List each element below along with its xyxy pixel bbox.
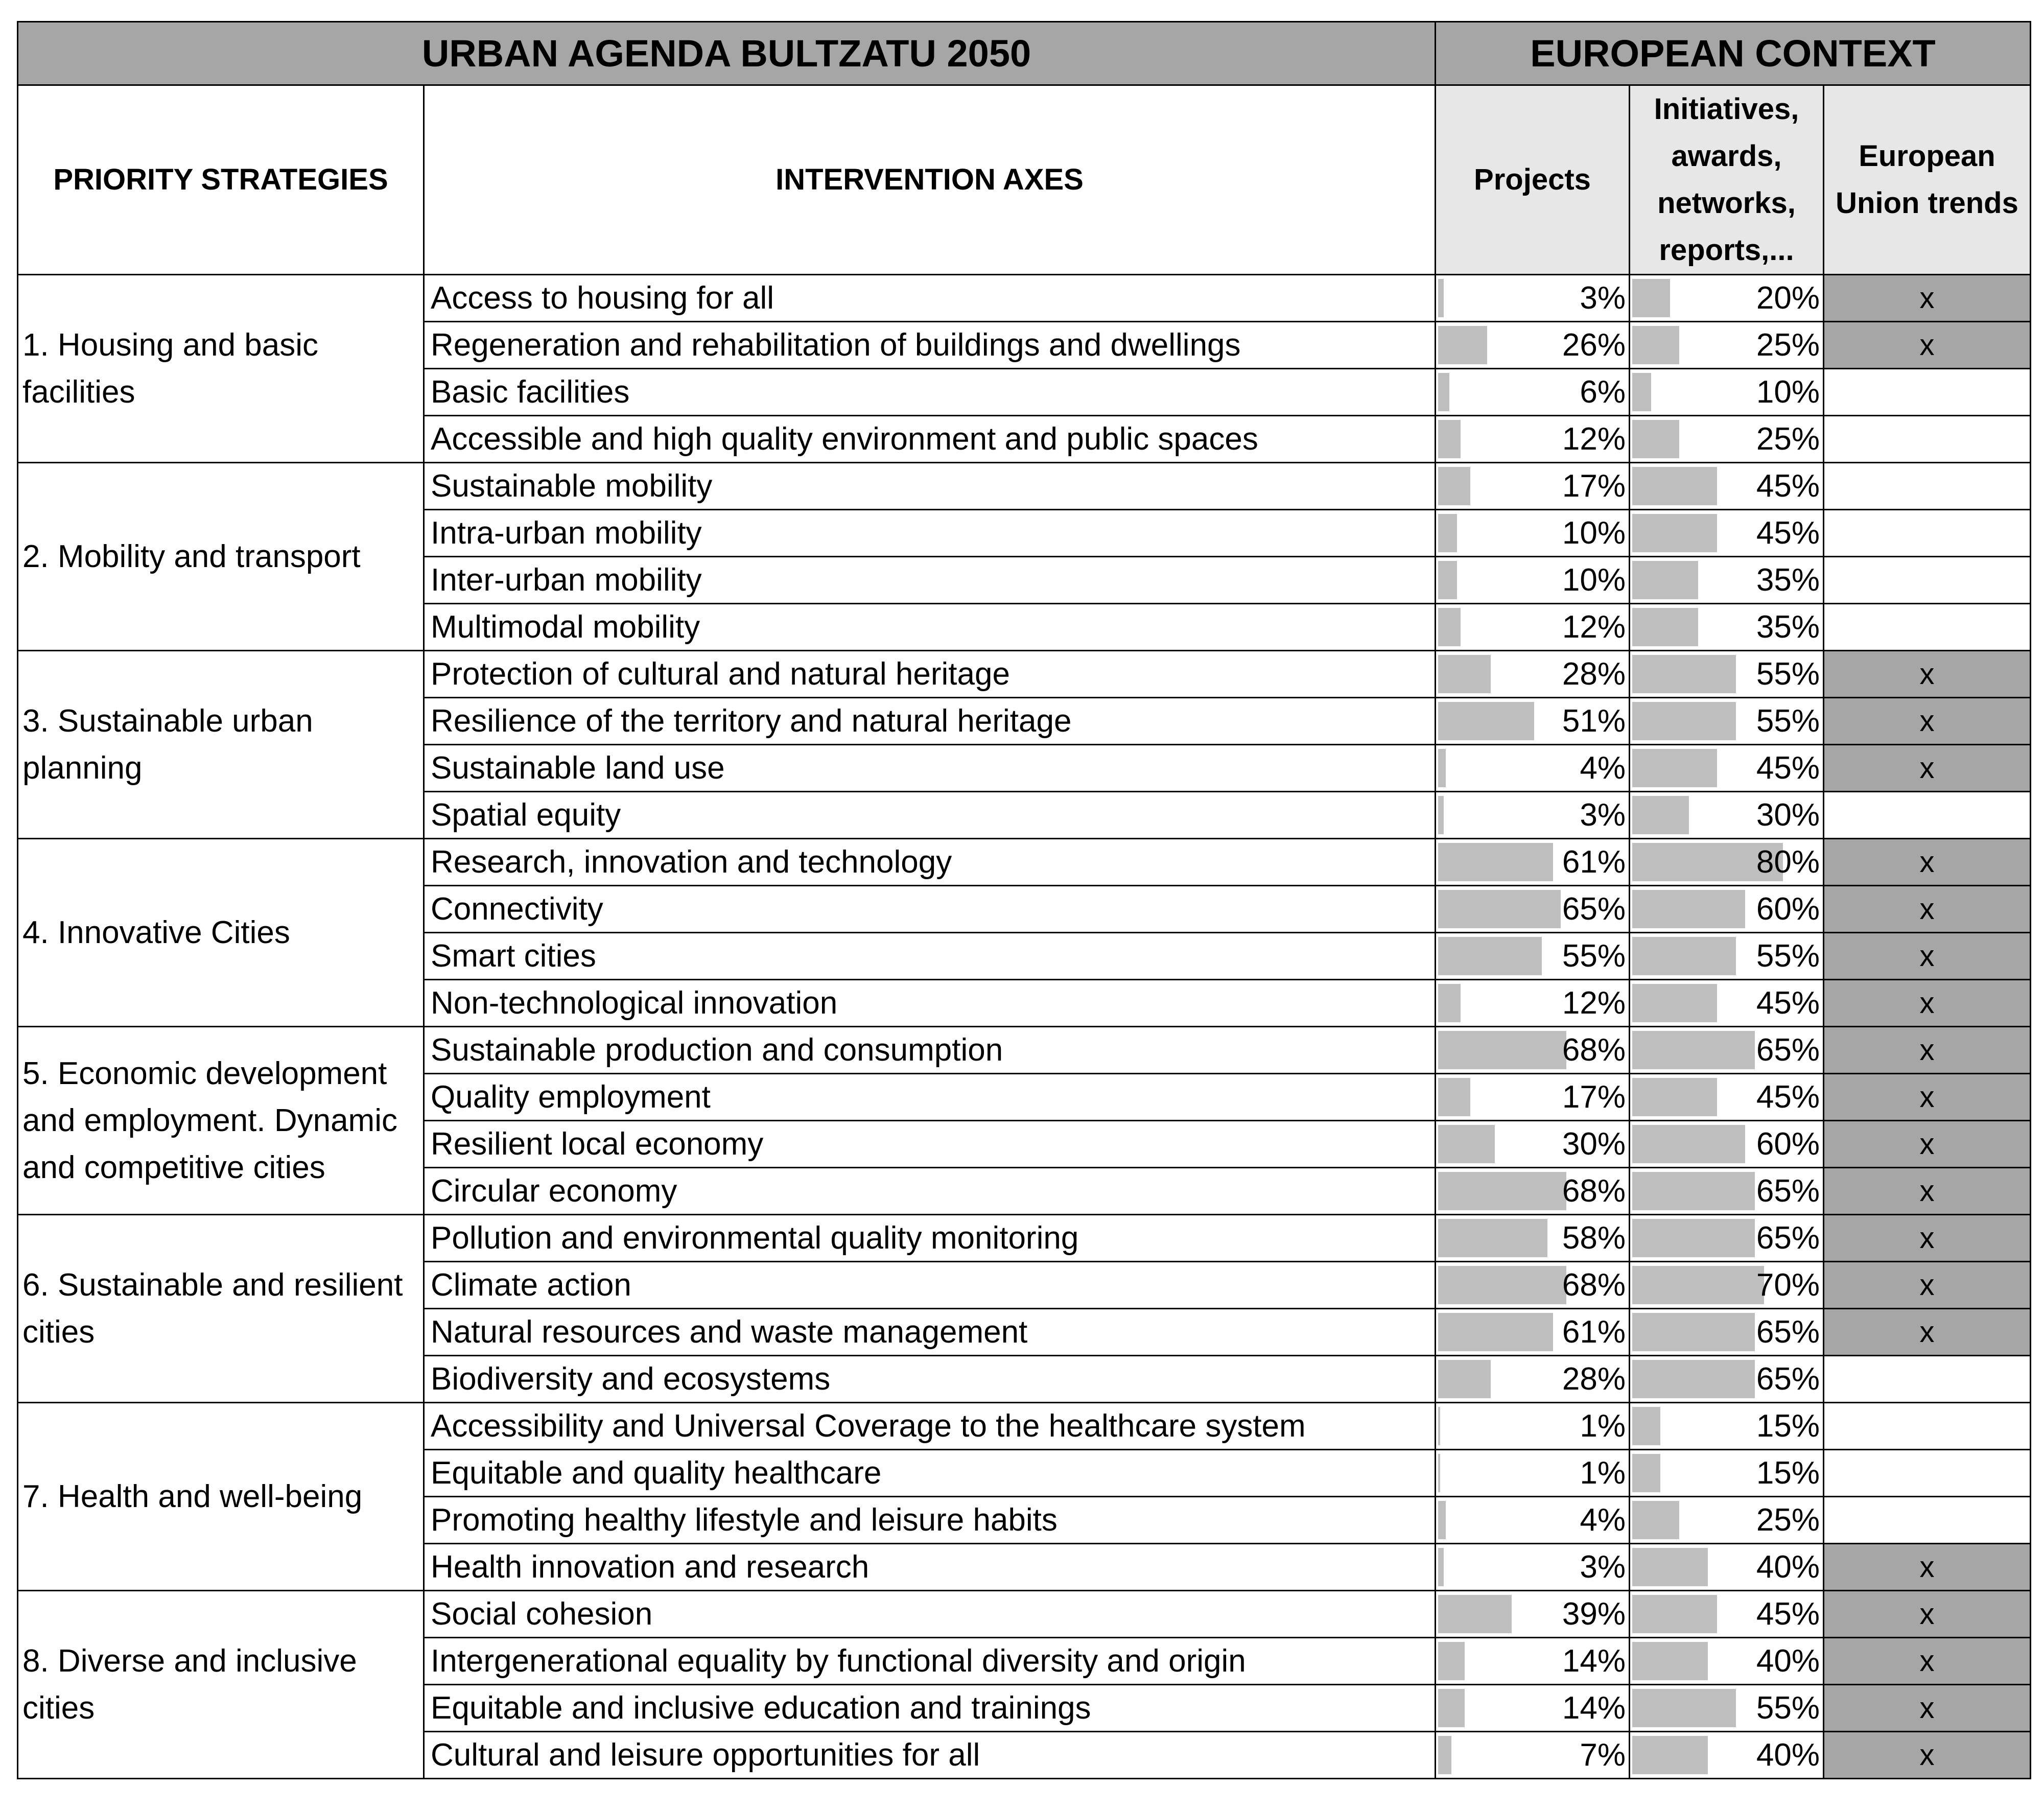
intervention-axis-cell: Multimodal mobility: [424, 604, 1436, 651]
table-row: [18, 463, 2031, 510]
initiatives-percent-label: 45%: [1756, 1079, 1820, 1115]
priority-strategy-cell: 7. Health and well-being: [18, 1403, 424, 1591]
projects-percent-label: 3%: [1580, 1549, 1626, 1585]
projects-bar: [1438, 749, 1446, 787]
projects-value-cell: [1436, 1168, 1630, 1215]
eu-trend-cell: [1824, 416, 2031, 463]
projects-percent-label: 61%: [1562, 844, 1626, 880]
intervention-axis-cell: Basic facilities: [424, 369, 1436, 416]
projects-value-cell: [1436, 839, 1630, 886]
projects-value-cell: [1436, 1403, 1630, 1450]
initiatives-value-cell: [1630, 1591, 1824, 1638]
initiatives-value-cell: [1630, 510, 1824, 557]
initiatives-bar: [1632, 1595, 1717, 1633]
initiatives-percent-label: 55%: [1756, 1690, 1820, 1726]
initiatives-bar: [1632, 1266, 1764, 1304]
projects-bar: [1438, 1313, 1553, 1351]
initiatives-percent-label: 10%: [1756, 374, 1820, 410]
initiatives-value-cell: [1630, 698, 1824, 745]
projects-value-cell: [1436, 1121, 1630, 1168]
priority-strategy-cell: 2. Mobility and transport: [18, 463, 424, 651]
intervention-axis-cell: Research, innovation and technology: [424, 839, 1436, 886]
initiatives-percent-label: 65%: [1756, 1220, 1820, 1256]
projects-bar: [1438, 1407, 1440, 1445]
projects-value-cell: [1436, 1309, 1630, 1356]
intervention-axis-cell: Natural resources and waste management: [424, 1309, 1436, 1356]
projects-percent-label: 4%: [1580, 1502, 1626, 1538]
table-row: [18, 1591, 2031, 1638]
initiatives-bar: [1632, 1689, 1736, 1727]
projects-percent-label: 26%: [1562, 327, 1626, 363]
priority-strategy-cell: 4. Innovative Cities: [18, 839, 424, 1027]
urban-agenda-title: URBAN AGENDA BULTZATU 2050: [18, 22, 1436, 85]
initiatives-value-cell: [1630, 557, 1824, 604]
initiatives-bar: [1632, 1642, 1708, 1680]
initiatives-bar: [1632, 1548, 1708, 1586]
intervention-axis-cell: Smart cities: [424, 933, 1436, 980]
initiatives-percent-label: 65%: [1756, 1173, 1820, 1209]
intervention-axis-cell: Health innovation and research: [424, 1544, 1436, 1591]
projects-header: Projects: [1436, 85, 1630, 275]
initiatives-percent-label: 80%: [1756, 844, 1820, 880]
initiatives-percent-label: 35%: [1756, 562, 1820, 598]
intervention-axis-cell: Resilience of the territory and natural heritage: [424, 698, 1436, 745]
initiatives-value-cell: [1630, 1074, 1824, 1121]
eu-trend-cell: x: [1824, 1544, 2031, 1591]
eu-trend-cell: x: [1824, 1168, 2031, 1215]
intervention-axis-cell: Protection of cultural and natural heritage: [424, 651, 1436, 698]
eu-trend-cell: [1824, 1356, 2031, 1403]
projects-percent-label: 7%: [1580, 1737, 1626, 1773]
initiatives-percent-label: 45%: [1756, 515, 1820, 551]
initiatives-percent-label: 65%: [1756, 1361, 1820, 1397]
initiatives-value-cell: [1630, 1356, 1824, 1403]
initiatives-bar: [1632, 561, 1698, 599]
projects-percent-label: 10%: [1562, 562, 1626, 598]
initiatives-value-cell: [1630, 1403, 1824, 1450]
initiatives-bar: [1632, 1125, 1745, 1163]
initiatives-percent-label: 15%: [1756, 1408, 1820, 1444]
initiatives-bar: [1632, 279, 1670, 317]
intervention-axis-cell: Equitable and quality healthcare: [424, 1450, 1436, 1497]
projects-bar: [1438, 655, 1491, 693]
table-row: [18, 839, 2031, 886]
intervention-axis-cell: Regeneration and rehabilitation of buildings and dwellings: [424, 322, 1436, 369]
european-context-title: EUROPEAN CONTEXT: [1436, 22, 2031, 85]
initiatives-value-cell: [1630, 1732, 1824, 1779]
projects-bar: [1438, 326, 1487, 364]
eu-trend-cell: x: [1824, 1309, 2031, 1356]
priority-strategies-header: PRIORITY STRATEGIES: [18, 85, 424, 275]
projects-value-cell: [1436, 416, 1630, 463]
projects-percent-label: 3%: [1580, 280, 1626, 316]
eu-trend-cell: x: [1824, 745, 2031, 792]
eu-trend-cell: [1824, 1497, 2031, 1544]
initiatives-bar: [1632, 1219, 1755, 1257]
projects-percent-label: 6%: [1580, 374, 1626, 410]
projects-percent-label: 3%: [1580, 797, 1626, 833]
projects-bar: [1438, 1266, 1566, 1304]
projects-value-cell: [1436, 557, 1630, 604]
projects-bar: [1438, 796, 1444, 834]
projects-bar: [1438, 702, 1534, 740]
eu-trend-cell: x: [1824, 1638, 2031, 1685]
projects-bar: [1438, 984, 1461, 1022]
projects-percent-label: 1%: [1580, 1408, 1626, 1444]
intervention-axis-cell: Sustainable mobility: [424, 463, 1436, 510]
eu-trend-cell: x: [1824, 1215, 2031, 1262]
intervention-axis-cell: Promoting healthy lifestyle and leisure habits: [424, 1497, 1436, 1544]
eu-trend-cell: x: [1824, 651, 2031, 698]
initiatives-value-cell: [1630, 275, 1824, 322]
initiatives-bar: [1632, 984, 1717, 1022]
initiatives-value-cell: [1630, 745, 1824, 792]
priority-strategy-cell: 6. Sustainable and resilient cities: [18, 1215, 424, 1403]
initiatives-percent-label: 45%: [1756, 468, 1820, 504]
priority-strategy-cell: 1. Housing and basic facilities: [18, 275, 424, 463]
eu-trend-cell: x: [1824, 1074, 2031, 1121]
initiatives-bar: [1632, 1501, 1679, 1539]
projects-percent-label: 65%: [1562, 891, 1626, 927]
urban-agenda-table-sheet: [17, 21, 2030, 1801]
initiatives-value-cell: [1630, 463, 1824, 510]
intervention-axis-cell: Connectivity: [424, 886, 1436, 933]
initiatives-percent-label: 20%: [1756, 280, 1820, 316]
initiatives-bar: [1632, 796, 1689, 834]
projects-bar: [1438, 514, 1457, 552]
initiatives-value-cell: [1630, 1497, 1824, 1544]
projects-value-cell: [1436, 1544, 1630, 1591]
projects-bar: [1438, 373, 1449, 411]
intervention-axis-cell: Accessibility and Universal Coverage to the healthcare system: [424, 1403, 1436, 1450]
projects-bar: [1438, 937, 1542, 975]
initiatives-value-cell: [1630, 792, 1824, 839]
priority-strategy-cell: 8. Diverse and inclusive cities: [18, 1591, 424, 1779]
projects-value-cell: [1436, 604, 1630, 651]
projects-percent-label: 17%: [1562, 468, 1626, 504]
projects-value-cell: [1436, 933, 1630, 980]
projects-bar: [1438, 1219, 1547, 1257]
initiatives-value-cell: [1630, 933, 1824, 980]
intervention-axis-cell: Sustainable land use: [424, 745, 1436, 792]
initiatives-percent-label: 55%: [1756, 656, 1820, 692]
intervention-axis-cell: Quality employment: [424, 1074, 1436, 1121]
eu-trend-cell: [1824, 557, 2031, 604]
intervention-axis-cell: Access to housing for all: [424, 275, 1436, 322]
initiatives-percent-label: 55%: [1756, 703, 1820, 739]
initiatives-value-cell: [1630, 886, 1824, 933]
eu-trend-cell: [1824, 369, 2031, 416]
projects-bar: [1438, 1454, 1440, 1492]
projects-percent-label: 28%: [1562, 656, 1626, 692]
projects-percent-label: 12%: [1562, 609, 1626, 645]
initiatives-percent-label: 45%: [1756, 1596, 1820, 1632]
projects-percent-label: 4%: [1580, 750, 1626, 786]
projects-percent-label: 28%: [1562, 1361, 1626, 1397]
urban-agenda-table: [17, 21, 2031, 1779]
initiatives-value-cell: [1630, 839, 1824, 886]
eu-trend-cell: x: [1824, 980, 2031, 1027]
table-row: [18, 1027, 2031, 1074]
projects-percent-label: 58%: [1562, 1220, 1626, 1256]
initiatives-bar: [1632, 608, 1698, 646]
table-row: [18, 651, 2031, 698]
initiatives-percent-label: 25%: [1756, 327, 1820, 363]
projects-bar: [1438, 420, 1461, 458]
initiatives-value-cell: [1630, 1544, 1824, 1591]
intervention-axis-cell: Intra-urban mobility: [424, 510, 1436, 557]
eu-trend-cell: x: [1824, 886, 2031, 933]
projects-percent-label: 12%: [1562, 985, 1626, 1021]
projects-value-cell: [1436, 980, 1630, 1027]
initiatives-percent-label: 60%: [1756, 1126, 1820, 1162]
projects-value-cell: [1436, 369, 1630, 416]
initiatives-percent-label: 65%: [1756, 1314, 1820, 1350]
projects-value-cell: [1436, 1638, 1630, 1685]
initiatives-bar: [1632, 373, 1651, 411]
projects-percent-label: 68%: [1562, 1032, 1626, 1068]
priority-strategy-cell: 5. Economic development and employment. Dynamic and competitive cities: [18, 1027, 424, 1215]
initiatives-percent-label: 25%: [1756, 421, 1820, 457]
eu-trend-cell: x: [1824, 933, 2031, 980]
projects-bar: [1438, 608, 1461, 646]
initiatives-value-cell: [1630, 1638, 1824, 1685]
projects-bar: [1438, 561, 1457, 599]
eu-trend-cell: x: [1824, 839, 2031, 886]
initiatives-bar: [1632, 1172, 1755, 1210]
initiatives-percent-label: 35%: [1756, 609, 1820, 645]
projects-bar: [1438, 1172, 1566, 1210]
intervention-axis-cell: Pollution and environmental quality monitoring: [424, 1215, 1436, 1262]
initiatives-bar: [1632, 1031, 1755, 1069]
initiatives-value-cell: [1630, 1215, 1824, 1262]
initiatives-value-cell: [1630, 1168, 1824, 1215]
projects-value-cell: [1436, 463, 1630, 510]
intervention-axis-cell: Biodiversity and ecosystems: [424, 1356, 1436, 1403]
intervention-axis-cell: Climate action: [424, 1262, 1436, 1309]
projects-bar: [1438, 279, 1444, 317]
initiatives-percent-label: 40%: [1756, 1643, 1820, 1679]
projects-value-cell: [1436, 1074, 1630, 1121]
initiatives-percent-label: 45%: [1756, 750, 1820, 786]
projects-percent-label: 68%: [1562, 1267, 1626, 1303]
intervention-axis-cell: Circular economy: [424, 1168, 1436, 1215]
projects-bar: [1438, 890, 1561, 928]
projects-percent-label: 17%: [1562, 1079, 1626, 1115]
initiatives-percent-label: 55%: [1756, 938, 1820, 974]
projects-percent-label: 10%: [1562, 515, 1626, 551]
eu-trend-cell: [1824, 604, 2031, 651]
projects-percent-label: 30%: [1562, 1126, 1626, 1162]
projects-bar: [1438, 843, 1553, 881]
projects-value-cell: [1436, 886, 1630, 933]
projects-bar: [1438, 1689, 1465, 1727]
eu-trends-header: European Union trends: [1824, 85, 2031, 275]
initiatives-bar: [1632, 1736, 1708, 1774]
initiatives-percent-label: 30%: [1756, 797, 1820, 833]
eu-trend-cell: [1824, 1403, 2031, 1450]
eu-trend-cell: [1824, 463, 2031, 510]
eu-trend-cell: [1824, 1450, 2031, 1497]
initiatives-value-cell: [1630, 322, 1824, 369]
initiatives-value-cell: [1630, 416, 1824, 463]
projects-bar: [1438, 1360, 1491, 1398]
initiatives-value-cell: [1630, 1309, 1824, 1356]
initiatives-bar: [1632, 1454, 1660, 1492]
initiatives-bar: [1632, 890, 1745, 928]
projects-bar: [1438, 1031, 1566, 1069]
projects-value-cell: [1436, 1215, 1630, 1262]
initiatives-bar: [1632, 1078, 1717, 1116]
initiatives-bar: [1632, 467, 1717, 505]
intervention-axis-cell: Equitable and inclusive education and trainings: [424, 1685, 1436, 1732]
projects-bar: [1438, 1595, 1512, 1633]
table-row: [18, 1403, 2031, 1450]
initiatives-bar: [1632, 655, 1736, 693]
intervention-axis-cell: Inter-urban mobility: [424, 557, 1436, 604]
intervention-axis-cell: Resilient local economy: [424, 1121, 1436, 1168]
projects-value-cell: [1436, 792, 1630, 839]
initiatives-value-cell: [1630, 604, 1824, 651]
projects-bar: [1438, 467, 1470, 505]
eu-trend-cell: [1824, 792, 2031, 839]
initiatives-percent-label: 25%: [1756, 1502, 1820, 1538]
initiatives-value-cell: [1630, 1262, 1824, 1309]
eu-trend-cell: x: [1824, 1685, 2031, 1732]
initiatives-bar: [1632, 1407, 1660, 1445]
projects-value-cell: [1436, 1262, 1630, 1309]
initiatives-bar: [1632, 514, 1717, 552]
projects-percent-label: 12%: [1562, 421, 1626, 457]
projects-percent-label: 68%: [1562, 1173, 1626, 1209]
initiatives-percent-label: 45%: [1756, 985, 1820, 1021]
initiatives-bar: [1632, 702, 1736, 740]
table-body: [18, 275, 2031, 1779]
initiatives-bar: [1632, 749, 1717, 787]
projects-value-cell: [1436, 745, 1630, 792]
projects-value-cell: [1436, 1685, 1630, 1732]
priority-strategy-cell: 3. Sustainable urban planning: [18, 651, 424, 839]
projects-percent-label: 51%: [1562, 703, 1626, 739]
initiatives-percent-label: 70%: [1756, 1267, 1820, 1303]
eu-trend-cell: x: [1824, 1027, 2031, 1074]
eu-trend-cell: x: [1824, 698, 2031, 745]
projects-value-cell: [1436, 698, 1630, 745]
intervention-axis-cell: Spatial equity: [424, 792, 1436, 839]
projects-bar: [1438, 1548, 1444, 1586]
projects-bar: [1438, 1642, 1465, 1680]
projects-value-cell: [1436, 1356, 1630, 1403]
initiatives-value-cell: [1630, 369, 1824, 416]
initiatives-percent-label: 40%: [1756, 1737, 1820, 1773]
eu-trend-cell: x: [1824, 322, 2031, 369]
initiatives-value-cell: [1630, 1121, 1824, 1168]
projects-percent-label: 55%: [1562, 938, 1626, 974]
intervention-axis-cell: Sustainable production and consumption: [424, 1027, 1436, 1074]
projects-value-cell: [1436, 1450, 1630, 1497]
initiatives-bar: [1632, 1360, 1755, 1398]
intervention-axis-cell: Accessible and high quality environment and public spaces: [424, 416, 1436, 463]
initiatives-percent-label: 65%: [1756, 1032, 1820, 1068]
initiatives-value-cell: [1630, 1027, 1824, 1074]
projects-value-cell: [1436, 510, 1630, 557]
projects-percent-label: 14%: [1562, 1643, 1626, 1679]
intervention-axis-cell: Intergenerational equality by functional diversity and origin: [424, 1638, 1436, 1685]
projects-bar: [1438, 1501, 1446, 1539]
initiatives-percent-label: 15%: [1756, 1455, 1820, 1491]
projects-value-cell: [1436, 651, 1630, 698]
projects-value-cell: [1436, 1497, 1630, 1544]
projects-value-cell: [1436, 1027, 1630, 1074]
intervention-axes-header: INTERVENTION AXES: [424, 85, 1436, 275]
initiatives-value-cell: [1630, 1685, 1824, 1732]
initiatives-percent-label: 40%: [1756, 1549, 1820, 1585]
eu-trend-cell: x: [1824, 1732, 2031, 1779]
initiatives-value-cell: [1630, 1450, 1824, 1497]
eu-trend-cell: x: [1824, 275, 2031, 322]
projects-value-cell: [1436, 322, 1630, 369]
projects-percent-label: 39%: [1562, 1596, 1626, 1632]
initiatives-bar: [1632, 326, 1679, 364]
eu-trend-cell: [1824, 510, 2031, 557]
projects-value-cell: [1436, 1732, 1630, 1779]
initiatives-bar: [1632, 937, 1736, 975]
projects-value-cell: [1436, 275, 1630, 322]
intervention-axis-cell: Cultural and leisure opportunities for all: [424, 1732, 1436, 1779]
table-row: [18, 275, 2031, 322]
projects-bar: [1438, 1736, 1451, 1774]
eu-trend-cell: x: [1824, 1121, 2031, 1168]
initiatives-bar: [1632, 1313, 1755, 1351]
projects-percent-label: 14%: [1562, 1690, 1626, 1726]
eu-trend-cell: x: [1824, 1591, 2031, 1638]
projects-bar: [1438, 1125, 1495, 1163]
initiatives-percent-label: 60%: [1756, 891, 1820, 927]
projects-percent-label: 1%: [1580, 1455, 1626, 1491]
projects-percent-label: 61%: [1562, 1314, 1626, 1350]
projects-value-cell: [1436, 1591, 1630, 1638]
initiatives-header: Initiatives, awards, networks, reports,...: [1630, 85, 1824, 275]
intervention-axis-cell: Non-technological innovation: [424, 980, 1436, 1027]
projects-bar: [1438, 1078, 1470, 1116]
eu-trend-cell: x: [1824, 1262, 2031, 1309]
initiatives-value-cell: [1630, 980, 1824, 1027]
initiatives-bar: [1632, 420, 1679, 458]
table-row: [18, 1215, 2031, 1262]
initiatives-value-cell: [1630, 651, 1824, 698]
intervention-axis-cell: Social cohesion: [424, 1591, 1436, 1638]
